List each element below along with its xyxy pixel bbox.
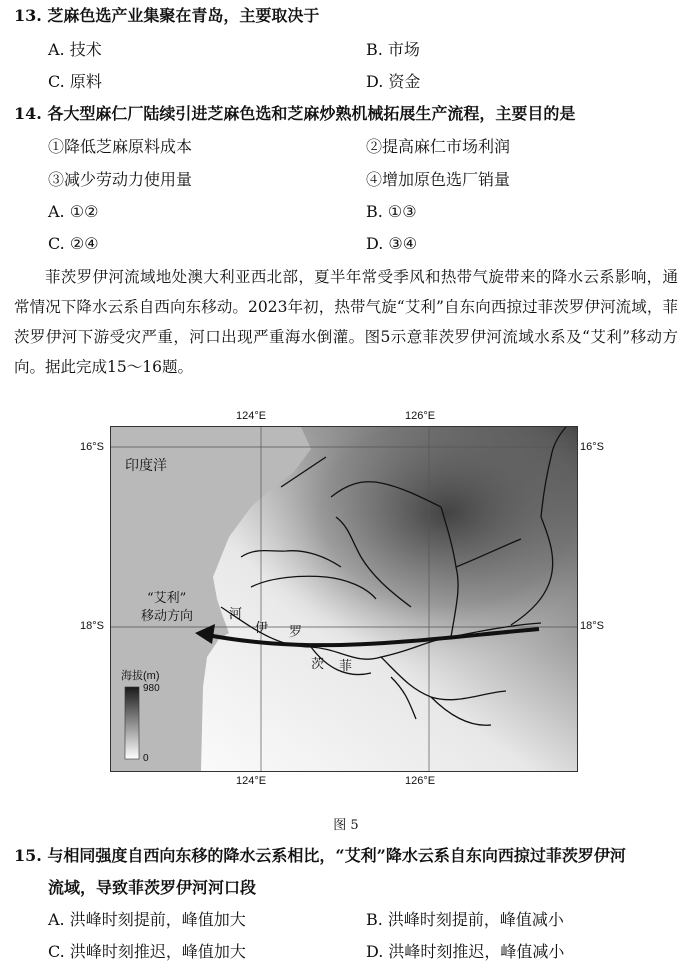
- legend-max: 980: [143, 683, 160, 694]
- ocean-label: 印度洋: [125, 458, 167, 474]
- figure-caption: 图 5: [333, 818, 359, 833]
- lat-label-16-left: 16°S: [80, 441, 104, 453]
- q14-item-3: ③减少劳动力使用量: [48, 170, 193, 189]
- lon-label-126-top: 126°E: [405, 410, 436, 422]
- legend-title: 海拔(m): [121, 670, 160, 682]
- q14-option-a: A. ①②: [48, 202, 99, 221]
- lat-label-18-right: 18°S: [580, 620, 604, 632]
- lat-label-18-left: 18°S: [80, 620, 104, 632]
- q13-option-b: B. 市场: [366, 40, 420, 59]
- q14-item-2: ②提高麻仁市场利润: [366, 137, 511, 156]
- q13-stem: 13. 芝麻色选产业集聚在青岛，主要取决于: [14, 6, 320, 25]
- q13-option-c: C. 原料: [48, 72, 102, 91]
- lon-label-124-top: 124°E: [236, 410, 267, 422]
- q14-option-b: B. ①③: [366, 202, 417, 221]
- q14-option-c: C. ②④: [48, 234, 99, 253]
- legend-min: 0: [143, 753, 149, 764]
- q15-option-b: B. 洪峰时刻提前，峰值减小: [366, 910, 564, 929]
- lon-label-126-bottom: 126°E: [405, 775, 436, 787]
- lon-label-124-bottom: 124°E: [236, 775, 267, 787]
- q15-stem-line2: 流域，导致菲茨罗伊河河口段: [48, 878, 257, 897]
- q13-option-a: A. 技术: [48, 40, 102, 59]
- storm-label-line1: “艾利”: [147, 591, 187, 606]
- passage: 菲茨罗伊河流域地处澳大利亚西北部，夏半年常受季风和热带气旋带来的降水云系影响，通常情况下降水云系自西向东移动。2023年初，热带气旋“艾利”自东向西掠过菲茨罗伊河流域，菲茨罗伊河下游受灾严重，河口出现严重海水倒灌。图5示意菲茨罗伊河流域水系及“艾利”移动方向。据此完成15～16题。: [14, 268, 678, 376]
- lat-label-16-right: 16°S: [580, 441, 604, 453]
- q15-option-a: A. 洪峰时刻提前，峰值加大: [48, 910, 246, 929]
- q15-option-d: D. 洪峰时刻推迟，峰值减小: [366, 942, 565, 961]
- fitzroy-basin-map: [110, 426, 578, 772]
- storm-label-line2: 移动方向: [141, 609, 194, 624]
- river-char-4: 茨: [311, 657, 325, 672]
- q15-option-c: C. 洪峰时刻推迟，峰值加大: [48, 942, 246, 961]
- q14-stem: 14. 各大型麻仁厂陆续引进芝麻色选和芝麻炒熟机械拓展生产流程，主要目的是: [14, 104, 576, 123]
- river-char-2: 伊: [255, 621, 269, 636]
- q15-stem-line1: 15. 与相同强度自西向东移的降水云系相比，“艾利”降水云系自东向西掠过菲茨罗伊河: [14, 846, 626, 865]
- q14-item-1: ①降低芝麻原料成本: [48, 137, 193, 156]
- river-char-3: 罗: [289, 625, 303, 640]
- q14-option-d: D. ③④: [366, 234, 418, 253]
- elevation-legend-bar: [125, 687, 139, 759]
- river-char-5: 菲: [339, 659, 353, 674]
- q14-item-4: ④增加原色选厂销量: [366, 170, 511, 189]
- q13-option-d: D. 资金: [366, 72, 421, 91]
- river-char-1: 河: [229, 607, 243, 622]
